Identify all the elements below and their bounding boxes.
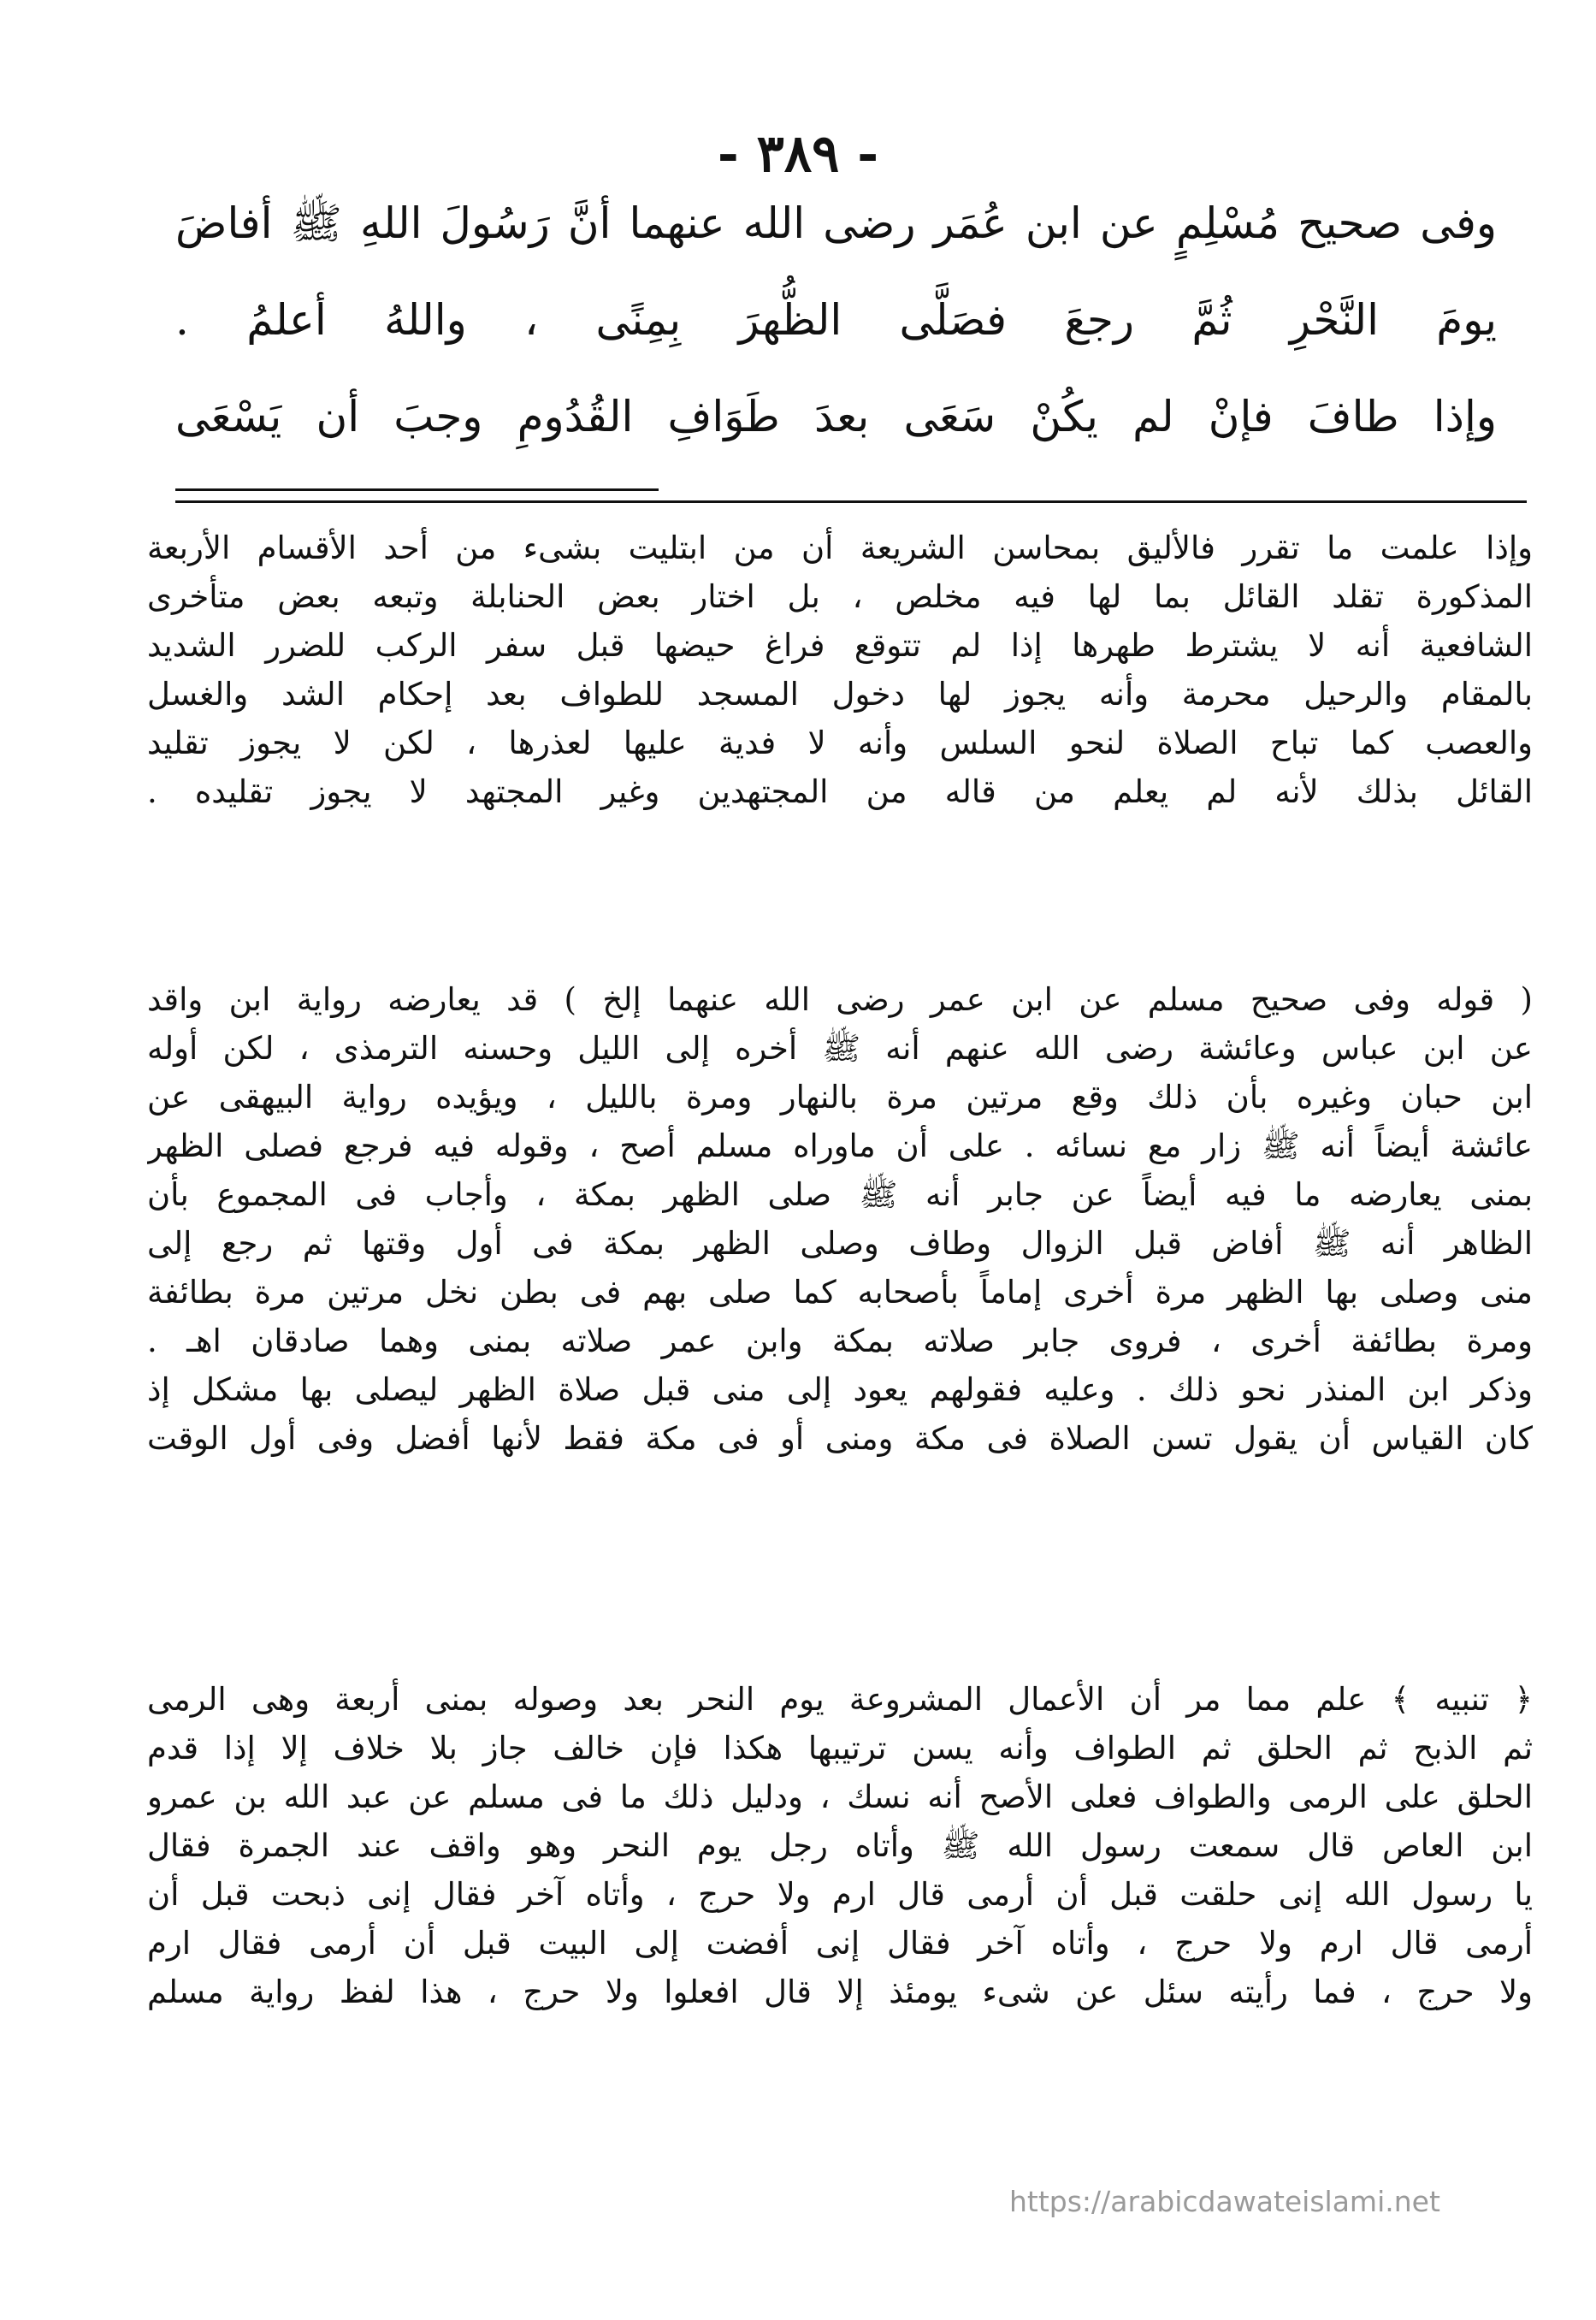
commentary-line: الشافعية أنه لا يشترط طهرها إذا لم تتوقع فراغ حيضها قبل سفر الركب للضرر الشديد xyxy=(147,627,1533,664)
watermark: https://arabicdawateislami.net xyxy=(1009,2185,1440,2218)
commentary-line: يا رسول الله إنى حلقت قبل أن أرمى قال ارم ولا حرج ، وأتاه آخر فقال إنى ذبحت قبل أن xyxy=(147,1876,1533,1913)
commentary-line: عن ابن عباس وعائشة رضى الله عنهم أنه ﷺ أخره إلى الليل وحسنه الترمذى ، لكن أوله xyxy=(147,1030,1533,1067)
commentary-line: المذكورة تقلد القائل بما لها فيه مخلص ، بل اختار بعض الحنابلة وتبعه بعض متأخرى xyxy=(147,578,1533,615)
commentary-line: كان القياس أن يقول تسن الصلاة فى مكة ومنى أو فى مكة فقط لأنها أفضل وفى أول الوقت xyxy=(147,1420,1533,1457)
commentary-block-3 xyxy=(147,1675,1533,2016)
main-text-line: وإذا طافَ فإنْ لم يكُنْ سَعَى بعدَ طَوَافِ القُدُومِ وجبَ أن يَسْعَى xyxy=(175,392,1497,441)
commentary-line: والعصب كما تباح الصلاة لنحو السلس وأنه لا فدية عليها لعذرها ، لكن لا يجوز تقليد xyxy=(147,725,1533,761)
commentary-line: ثم الذبح ثم الحلق ثم الطواف وأنه يسن ترتيبها هكذا فإن خالف جاز بلا خلاف إلا إذا قدم xyxy=(147,1730,1533,1767)
commentary-line: ابن حبان وغيره بأن ذلك وقع مرتين مرة بالنهار ومرة بالليل ، ويؤيده رواية البيهقى عن xyxy=(147,1079,1533,1116)
commentary-line: عائشة أيضاً أنه ﷺ زار مع نسائه . على أن ماوراه مسلم أصح ، وقوله فيه فرجع فصلى الظهر xyxy=(147,1127,1533,1164)
commentary-line: أرمى قال ارم ولا حرج ، وأتاه آخر فقال إنى أفضت إلى البيت قبل أن أرمى فقال ارم xyxy=(147,1925,1533,1962)
commentary-line: ( قوله وفى صحيح مسلم عن ابن عمر رضى الله عنهما إلخ ) قد يعارضه رواية ابن واقد xyxy=(147,981,1533,1018)
commentary-line: بالمقام والرحيل محرمة وأنه يجوز لها دخول المسجد للطواف بعد إحكام الشد والغسل xyxy=(147,676,1533,713)
commentary-line: بمنى يعارضه ما فيه أيضاً عن جابر أنه ﷺ صلى الظهر بمكة ، وأجاب فى المجموع بأن xyxy=(147,1176,1533,1213)
long-divider xyxy=(175,500,1527,503)
commentary-line: ﴿ تنبيه ﴾ علم مما مر أن الأعمال المشروعة يوم النحر بعد وصوله بمنى أربعة وهى الرمى xyxy=(147,1681,1533,1718)
commentary-block-1 xyxy=(147,524,1533,816)
short-divider xyxy=(175,488,659,491)
commentary-line: وذكر ابن المنذر نحو ذلك . وعليه فقولهم يعود إلى منى قبل صلاة الظهر ليصلى بها مشكل إذ xyxy=(147,1371,1533,1408)
commentary-line: ابن العاص قال سمعت رسول الله ﷺ وأتاه رجل يوم النحر وهو واقف عند الجمرة فقال xyxy=(147,1827,1533,1864)
commentary-line: ولا حرج ، فما رأيته سئل عن شىء يومئذ إلا قال افعلوا ولا حرج ، هذا لفظ رواية مسلم xyxy=(147,1974,1533,2010)
main-text xyxy=(175,175,1497,465)
page-number: - ٣٨٩ - xyxy=(717,124,879,184)
commentary-block-2 xyxy=(147,975,1533,1463)
main-text-line: يومَ النَّحْرِ ثُمَّ رجعَ فصَلَّى الظُّهرَ بِمِنًى ، واللهُ أعلمُ . xyxy=(175,295,1497,345)
commentary-line: القائل بذلك لأنه لم يعلم من قاله من المجتهدين وغير المجتهد لا يجوز تقليده . xyxy=(147,773,1533,810)
commentary-line: الحلق على الرمى والطواف فعلى الأصح أنه نسك ، ودليل ذلك ما فى مسلم عن عبد الله بن عمرو xyxy=(147,1778,1533,1815)
main-text-line: وفى صحيح مُسْلِمٍ عن ابن عُمَر رضى الله عنهما أنَّ رَسُولَ اللهِ ﷺ أفاضَ xyxy=(175,198,1497,248)
commentary-line: ومرة بطائفة أخرى ، فروى جابر صلاته بمكة وابن عمر صلاته بمنى وهما صادقان اهـ . xyxy=(147,1323,1533,1359)
commentary-line: الظاهر أنه ﷺ أفاض قبل الزوال وطاف وصلى الظهر بمكة فى أول وقتها ثم رجع إلى xyxy=(147,1225,1533,1262)
commentary-line: منى وصلى بها الظهر مرة أخرى إماماً بأصحابه كما صلى بهم فى بطن نخل مرتين مرة بطائفة xyxy=(147,1274,1533,1311)
commentary-line: وإذا علمت ما تقرر فالأليق بمحاسن الشريعة أن من ابتليت بشىء من أحد الأقسام الأربعة xyxy=(147,530,1533,566)
